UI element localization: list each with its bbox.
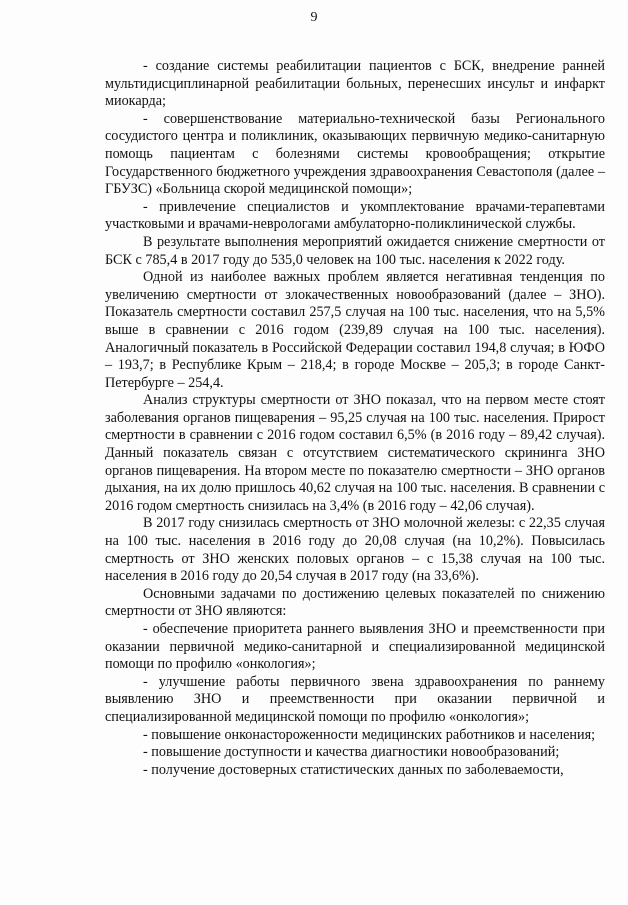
list-item-diagnostics-access: - повышение доступности и качества диагностики новообразований; bbox=[143, 744, 560, 761]
paragraph-zno-structure: Анализ структуры смертности от ЗНО показал, что на первом месте стоят заболевания органов пищеварения – 95,25 случая на 100 тыс. населения. Прирост смертности в сравнении с 2016 годом составил 6,5% (в 2016 году – 89,42 случая). Данный показатель связан с отсутствием систематического скрининга ЗНО органов пищеварения. На втором месте по показателю смертности – ЗНО органов дыхания, на их долю пришлось 40,62 случая на 100 тыс. населения. В сравнении с 2016 годом смертность снизилась на 3,4% (в 2016 году – 42,06 случая). bbox=[105, 392, 605, 514]
page-number: 9 bbox=[310, 10, 318, 25]
paragraph-bsk-result: В результате выполнения мероприятий ожидается снижение смертности от БСК с 785,4 в 2017 году до 535,0 человек на 100 тыс. населения к 2022 году. bbox=[105, 233, 605, 268]
list-item-primary-care: - улучшение работы первичного звена здравоохранения по раннему выявлению ЗНО и преемственности при оказании первичной и специализированной медицинской помощи по профилю «онкология»; bbox=[105, 673, 605, 725]
paragraph-zno-trend: Одной из наиболее важных проблем является негативная тенденция по увеличению смертности от злокачественных новообразований (далее – ЗНО). Показатель смертности составил 257,5 случая на 100 тыс. населения, что на 5,5% выше в сравнении с 2016 годом (239,89 случая на 100 тыс. населения). Аналогичный показатель в Российской Федерации составил 194,8 случая; в ЮФО – 193,7; в Республике Крым – 218,4; в городе Москве – 205,3; в городе Санкт-Петербурге – 254,4. bbox=[105, 269, 605, 391]
paragraph-tasks-intro: Основными задачами по достижению целевых показателей по снижению смертности от ЗНО являются: bbox=[105, 585, 605, 620]
paragraph-rehabilitation-system: - создание системы реабилитации пациентов с БСК, внедрение ранней мультидисциплинарной реабилитации больных, перенесших инсульт и инфаркт миокарда; bbox=[105, 58, 605, 110]
paragraph-material-base: - совершенствование материально-технической базы Регионального сосудистого центра и поликлиник, оказывающих первичную медико-санитарную помощь пациентам с болезнями системы кровообращения; открытие Государственного бюджетного учреждения здравоохранения Севастополя (далее – ГБУЗС) «Больница скорой медицинской помощи»; bbox=[105, 110, 605, 198]
document-body bbox=[105, 58, 605, 779]
list-item-early-detection: - обеспечение приоритета раннего выявления ЗНО и преемственности при оказании первичной медико-санитарной и специализированной медицинской помощи по профилю «онкология»; bbox=[105, 621, 605, 673]
paragraph-staffing: - привлечение специалистов и укомплектование врачами-терапевтами участковыми и врачами-неврологами амбулаторно-поликлинической службы. bbox=[105, 198, 605, 233]
list-item-oncology-alertness: - повышение онконастороженности медицинских работников и населения; bbox=[143, 726, 596, 743]
paragraph-zno-breast: В 2017 году снизилась смертность от ЗНО молочной железы: с 22,35 случая на 100 тыс. населения в 2016 году до 20,08 случая (на 10,2%). Повысилась смертность от ЗНО женских половых органов – с 15,38 случая на 100 тыс. населения в 2016 году до 20,54 случая в 2017 году (на 33,6%). bbox=[105, 515, 605, 585]
list-item-statistics: - получение достоверных статистических данных по заболеваемости, bbox=[143, 761, 564, 778]
